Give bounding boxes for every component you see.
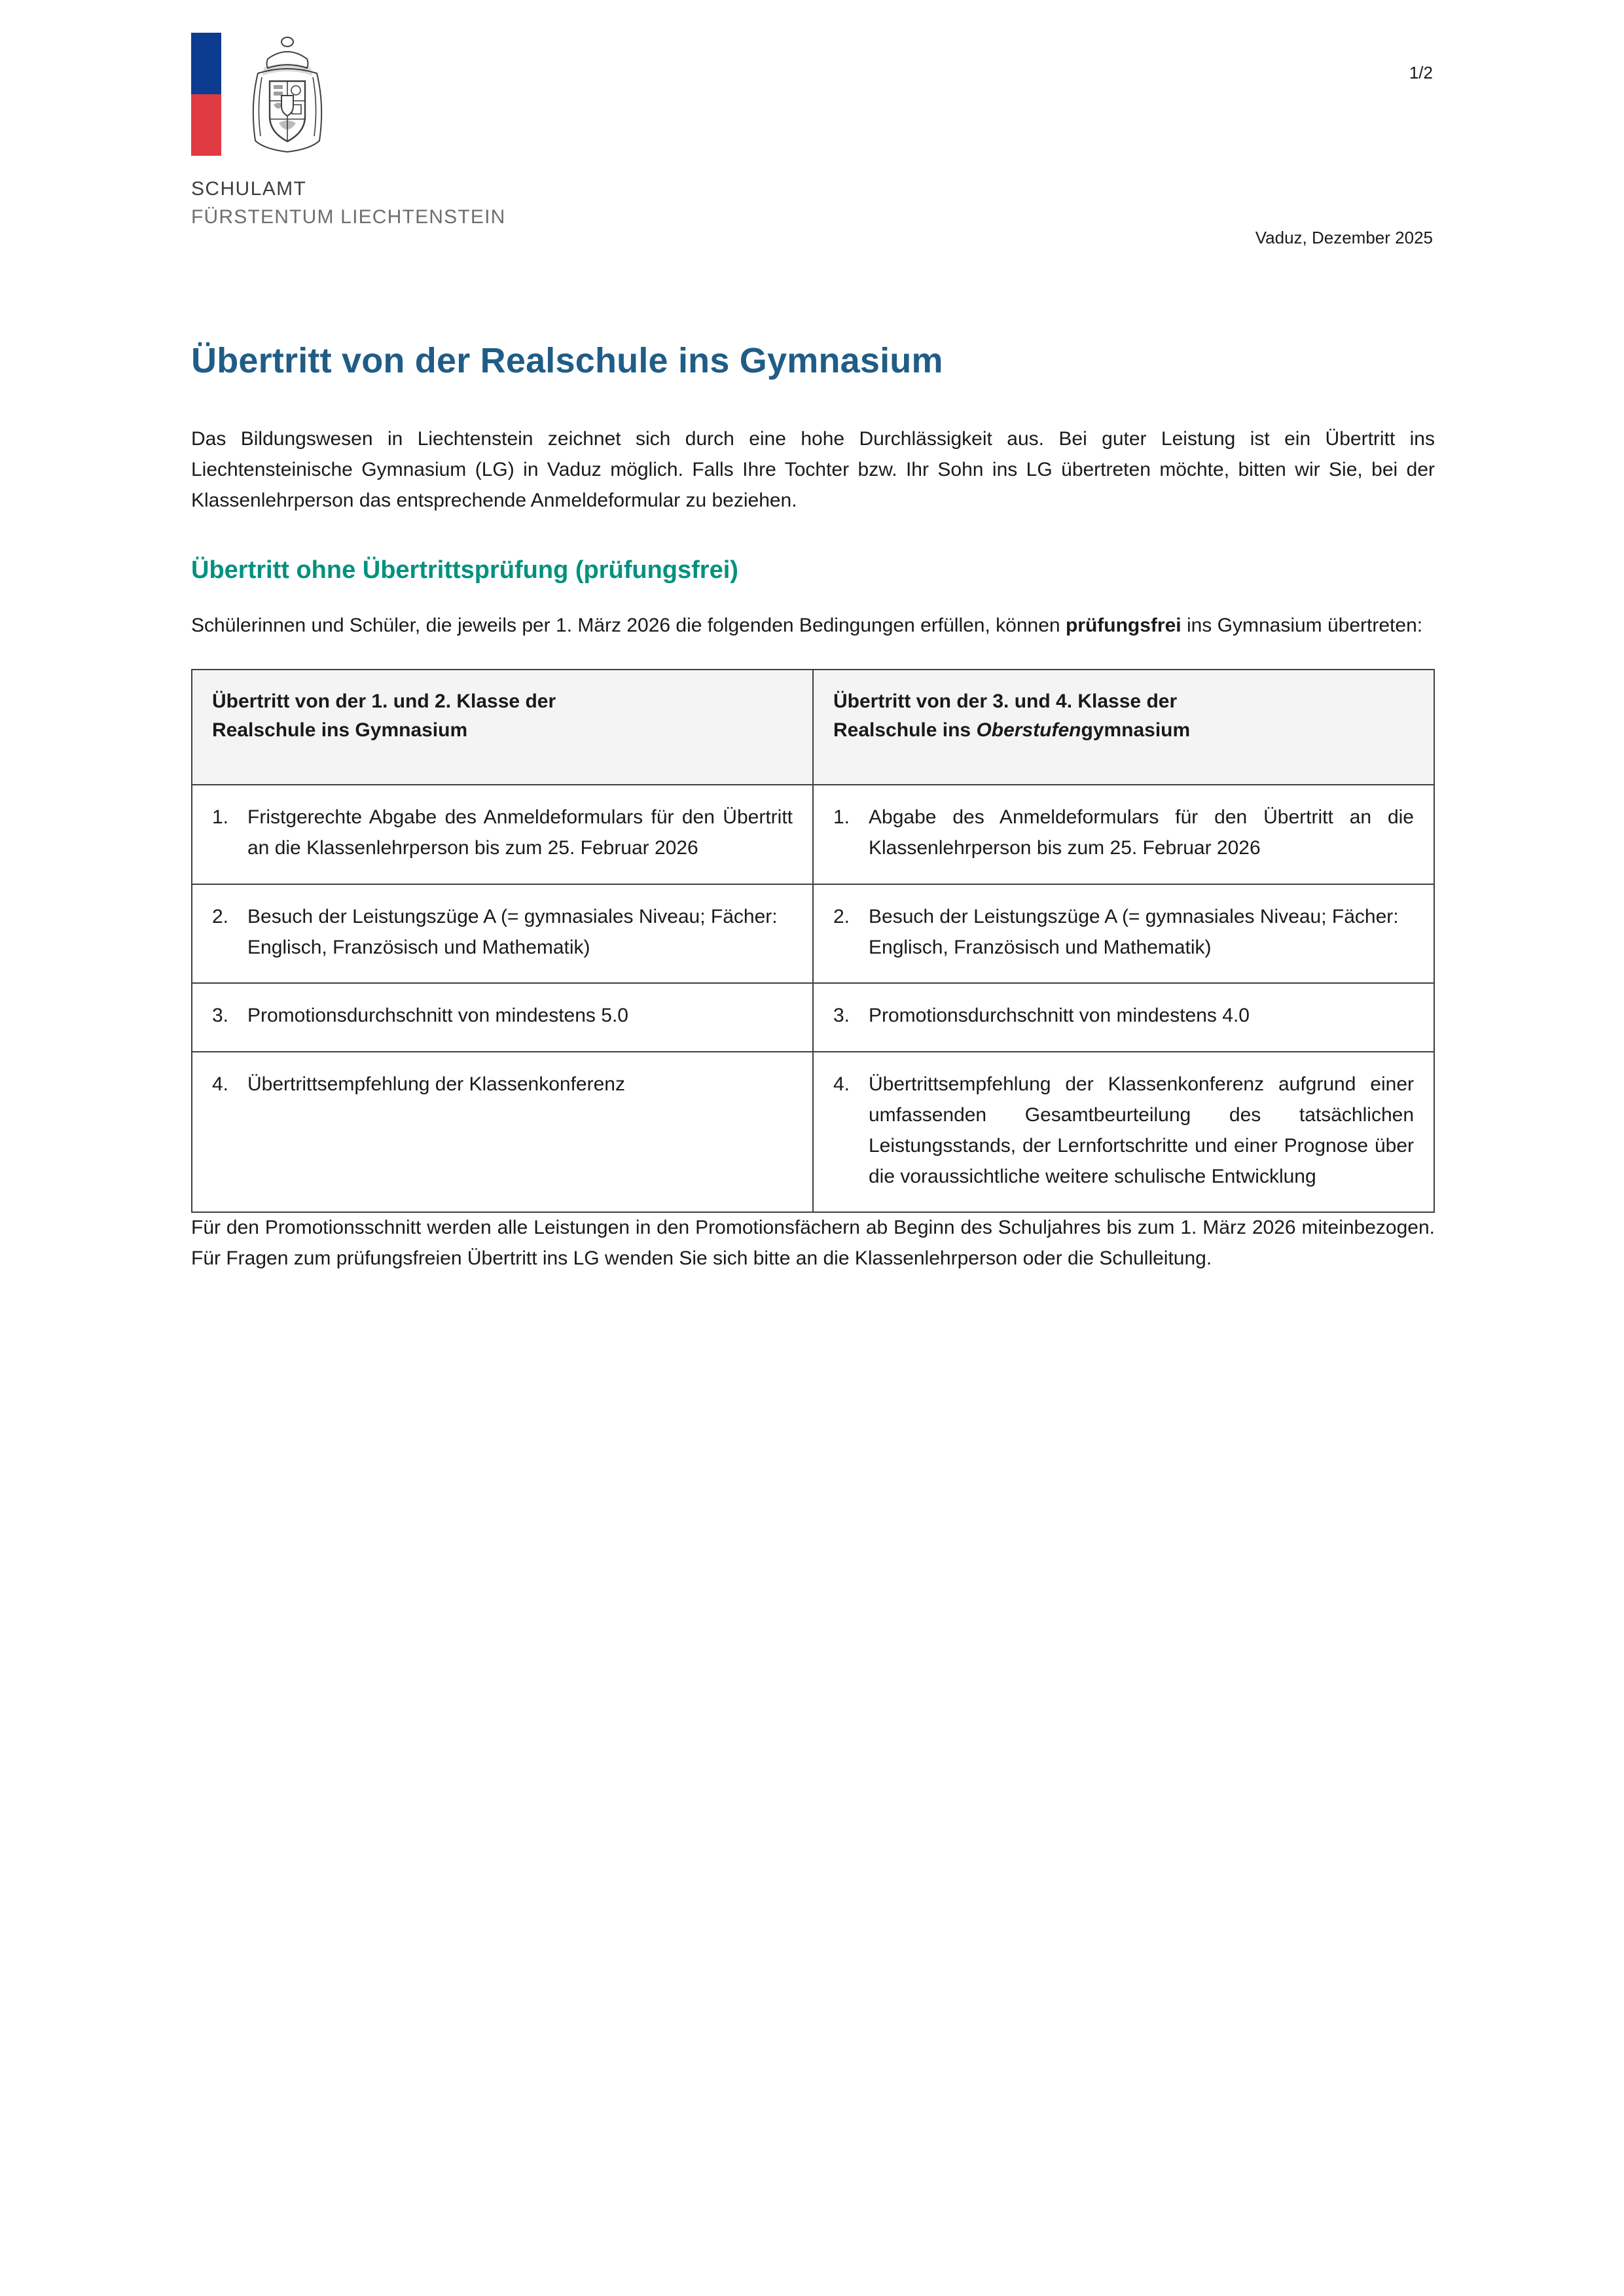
list-item-text: Promotionsdurchschnitt von mindestens 5.0 xyxy=(247,1005,628,1027)
list-item-text: Fristgerechte Abgabe des Anmeldeformulars für den Übertritt an die Klassenlehrperson bis zum 25. Februar 2026 xyxy=(247,806,793,859)
table-header-row xyxy=(192,670,1434,785)
table-cell-left-3 xyxy=(192,983,813,1052)
col2-header-italic: Oberstufen xyxy=(976,719,1081,741)
liechtenstein-coat-of-arms-icon xyxy=(238,33,336,157)
logo-line-1: SCHULAMT xyxy=(191,178,307,200)
section-intro-part2: ins Gymnasium übertreten: xyxy=(1181,615,1423,637)
list-item-number: 2. xyxy=(212,905,229,927)
table-cell-right-1 xyxy=(813,785,1434,884)
liechtenstein-flag-icon xyxy=(191,33,221,156)
page-header xyxy=(0,0,1624,281)
table-row xyxy=(192,884,1434,984)
table-cell-left-4 xyxy=(192,1052,813,1212)
list-item-text: Übertrittsempfehlung der Klassenkonferenz aufgrund einer umfassenden Gesamtbeurteilung des tatsächlichen Leistungsstands, der Lernfortschritte und einer Prognose über die voraussichtliche weitere schulische Entwicklung xyxy=(869,1073,1414,1187)
section-intro-emphasis: prüfungsfrei xyxy=(1065,615,1182,637)
organization-logo xyxy=(191,33,597,231)
table-cell-left-2 xyxy=(192,884,813,984)
list-item-number: 2. xyxy=(833,905,850,927)
list-item-number: 3. xyxy=(212,1005,229,1027)
document-body xyxy=(191,340,1435,1274)
list-item-text: Abgabe des Anmeldeformulars für den Übertritt an die Klassenlehrperson bis zum 25. Februar 2026 xyxy=(869,806,1414,859)
table-row xyxy=(192,785,1434,884)
section-heading: Übertritt ohne Übertrittsprüfung (prüfungsfrei) xyxy=(191,556,738,584)
closing-paragraph: Für den Promotionsschnitt werden alle Leistungen in den Promotionsfächern ab Beginn des Schuljahres bis zum 1. März 2026 miteinbezogen. Für Fragen zum prüfungsfreien Übertritt ins LG wenden Sie sich bitte an die Klassenlehrperson oder die Schulleitung. xyxy=(191,1217,1435,1270)
table-cell-right-4 xyxy=(813,1052,1434,1212)
table-cell-left-1 xyxy=(192,785,813,884)
list-item-number: 1. xyxy=(212,806,229,829)
page-number: 1/2 xyxy=(1409,63,1433,82)
list-item-number: 4. xyxy=(212,1073,229,1096)
list-item-text: Besuch der Leistungszüge A (= gymnasiales Niveau; Fächer: Englisch, Französisch und Mathematik) xyxy=(869,905,1399,958)
col2-header-line2-post: gymnasium xyxy=(1081,719,1191,741)
table-header-column-2 xyxy=(813,670,1434,785)
list-item-text: Promotionsdurchschnitt von mindestens 4.0 xyxy=(869,1005,1250,1027)
list-item-text: Besuch der Leistungszüge A (= gymnasiales Niveau; Fächer: Englisch, Französisch und Mathematik) xyxy=(247,905,778,958)
logo-line-2: FÜRSTENTUM LIECHTENSTEIN xyxy=(191,206,506,228)
list-item-number: 3. xyxy=(833,1005,850,1027)
col2-header-line1: Übertritt von der 3. und 4. Klasse der xyxy=(833,691,1178,713)
table-header-column-1 xyxy=(192,670,813,785)
section-intro-paragraph xyxy=(191,611,1435,641)
list-item-number: 1. xyxy=(833,806,850,829)
table-row xyxy=(192,1052,1434,1212)
col1-header-line2: Realschule ins Gymnasium xyxy=(212,719,468,741)
table-cell-right-3 xyxy=(813,983,1434,1052)
list-item-text: Übertrittsempfehlung der Klassenkonferenz xyxy=(247,1073,625,1096)
page-title: Übertritt von der Realschule ins Gymnasium xyxy=(191,341,943,380)
table-cell-right-2 xyxy=(813,884,1434,984)
place-and-date: Vaduz, Dezember 2025 xyxy=(1255,228,1433,247)
section-intro-part1: Schülerinnen und Schüler, die jeweils per 1. März 2026 die folgenden Bedingungen erfüllen, können xyxy=(191,615,1066,637)
col2-header-line2-pre: Realschule ins xyxy=(833,719,977,741)
table-row xyxy=(192,983,1434,1052)
list-item-number: 4. xyxy=(833,1073,850,1096)
criteria-table xyxy=(191,669,1435,1213)
intro-paragraph: Das Bildungswesen in Liechtenstein zeichnet sich durch eine hohe Durchlässigkeit aus. Bei guter Leistung ist ein Übertritt ins Liechtensteinische Gymnasium (LG) in Vaduz möglich. Falls Ihre Tochter bzw. Ihr Sohn ins LG übertreten möchte, bitten wir Sie, bei der Klassenlehrperson das entsprechende Anmeldeformular zu beziehen. xyxy=(191,428,1435,511)
col1-header-line1: Übertritt von der 1. und 2. Klasse der xyxy=(212,691,556,713)
